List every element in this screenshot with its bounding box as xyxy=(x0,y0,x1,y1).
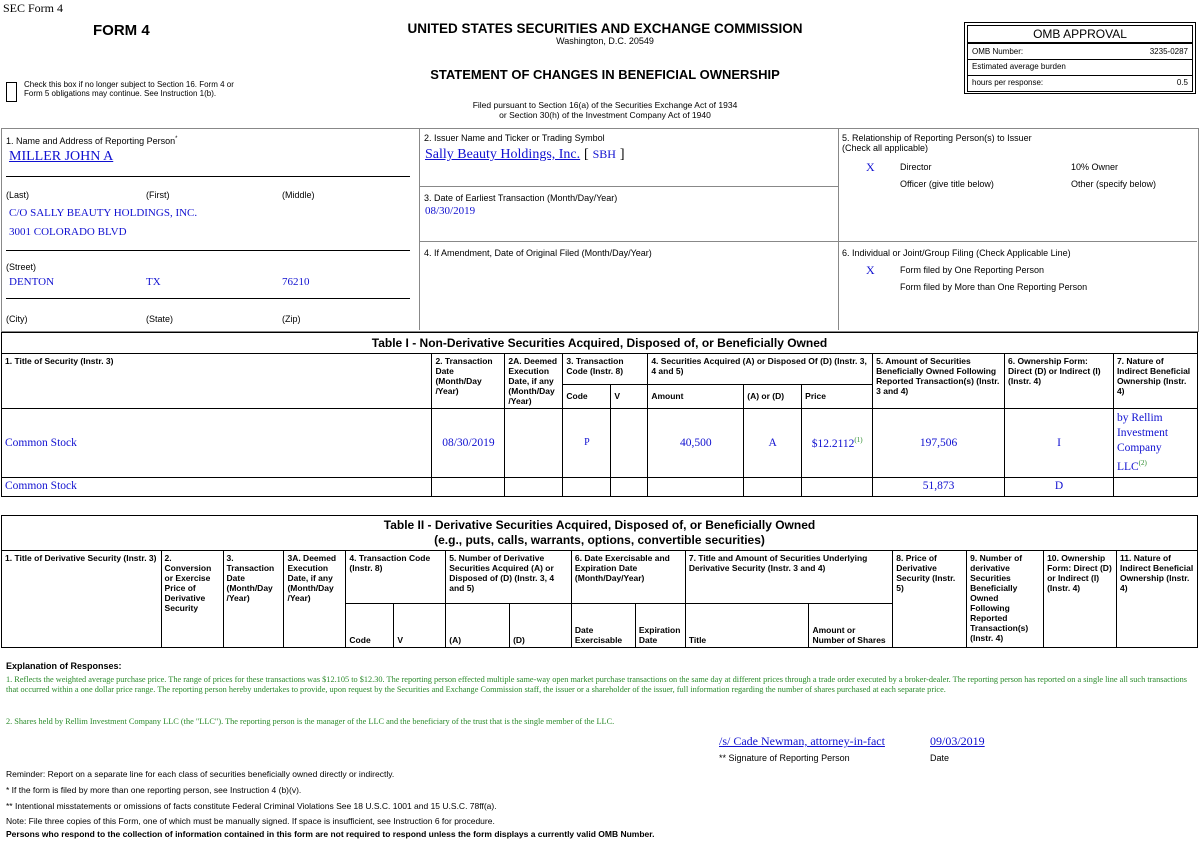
footer-misstatements: ** Intentional misstatements or omissions of facts constitute Federal Criminal Violations See 18 U.S.C. 1001 and 15 U.S.C. 78ff(a). xyxy=(6,801,497,811)
one-person-label: Form filed by One Reporting Person xyxy=(900,265,1045,275)
row2-title: Common Stock xyxy=(2,477,432,496)
table2-sub-expiration: Expiration Date xyxy=(635,604,685,648)
table2-col-underlying: 7. Title and Amount of Securities Underlying Derivative Security (Instr. 3 and 4) xyxy=(685,551,892,604)
table2-col-deemed: 3A. Deemed Execution Date, if any (Month/Day /Year) xyxy=(284,551,346,648)
sec-form-label: SEC Form 4 xyxy=(3,1,64,15)
table1-col-form: 6. Ownership Form: Direct (D) or Indirect (I) (Instr. 4) xyxy=(1005,354,1114,409)
row1-aord: A xyxy=(744,409,802,478)
last-label: (Last) xyxy=(6,190,30,200)
table1-col-title: 1. Title of Security (Instr. 3) xyxy=(2,354,432,409)
footer-multiple-persons: * If the form is filed by more than one reporting person, see Instruction 4 (b)(v). xyxy=(6,785,302,795)
table1-sub-aord: (A) or (D) xyxy=(744,384,802,408)
statement-title: STATEMENT OF CHANGES IN BENEFICIAL OWNERSHIP xyxy=(430,67,780,82)
table2-col-form: 10. Ownership Form: Direct (D) or Indirect (I) (Instr. 4) xyxy=(1044,551,1117,648)
table2-sub-code: Code xyxy=(346,604,394,648)
omb-approval-title: OMB APPROVAL xyxy=(967,25,1193,43)
footer-copies-note: Note: File three copies of this Form, one of which must be manually signed. If space is insufficient, see Instruction 6 for procedure. xyxy=(6,816,495,826)
street-label: (Street) xyxy=(6,262,37,272)
one-person-check-mark: X xyxy=(866,263,875,277)
table2-sub-title: Title xyxy=(685,604,809,648)
reporting-person-name-link[interactable]: MILLER JOHN A xyxy=(9,149,114,164)
ticker-link[interactable]: SBH xyxy=(592,147,616,161)
table2-subtitle: (e.g., puts, calls, warrants, options, convertible securities) xyxy=(434,533,765,547)
omb-burden-label: Estimated average burden xyxy=(972,62,1066,71)
table2-col-conversion: 2. Conversion or Exercise Price of Derivative Security xyxy=(161,551,223,648)
first-label: (First) xyxy=(146,190,170,200)
address-line1: C/O SALLY BEAUTY HOLDINGS, INC. xyxy=(9,207,198,219)
table2-sub-d: (D) xyxy=(510,604,572,648)
table1-col-deemed: 2A. Deemed Execution Date, if any (Month/Day /Year) xyxy=(505,354,563,409)
row1-nature: by Rellim Investment Company LLC xyxy=(1116,412,1169,473)
table2-sub-date-exercisable: Date Exercisable xyxy=(571,604,635,648)
box2-label: 2. Issuer Name and Ticker or Trading Symbol xyxy=(424,133,605,143)
zip-value: 76210 xyxy=(282,276,310,288)
state-value: TX xyxy=(146,276,161,288)
footnote-2: 2. Shares held by Rellim Investment Company LLC (the "LLC"). The reporting person is the manager of the LLC and the beneficiary of the trust that is the single member of the LLC. xyxy=(6,717,615,726)
table1-sub-amount: Amount xyxy=(648,384,744,408)
box1-label: 1. Name and Address of Reporting Person* xyxy=(6,136,178,146)
table1-non-derivative xyxy=(1,332,1198,497)
box6-label: 6. Individual or Joint/Group Filing (Check Applicable Line) xyxy=(842,248,1071,258)
row1-amount: 40,500 xyxy=(648,409,744,478)
omb-number-value: 3235-0287 xyxy=(1149,47,1188,56)
footer-omb-notice: Persons who respond to the collection of information contained in this form are not required to respond unless the form displays a currently valid OMB Number. xyxy=(6,829,655,839)
signature-label: ** Signature of Reporting Person xyxy=(719,753,850,763)
table1-sub-price: Price xyxy=(802,384,873,408)
table2-col-number: 5. Number of Derivative Securities Acquired (A) or Disposed of (D) (Instr. 3, 4 and 5) xyxy=(446,551,572,604)
table2-col-date: 3. Transaction Date (Month/Day /Year) xyxy=(223,551,284,648)
section16-checkbox[interactable] xyxy=(6,82,17,102)
signature-date-label: Date xyxy=(930,753,950,763)
signature-link[interactable]: /s/ Cade Newman, attorney-in-fact xyxy=(719,734,885,748)
filed-pursuant-line2: or Section 30(h) of the Investment Company Act of 1940 xyxy=(499,110,711,120)
box5-sublabel: (Check all applicable) xyxy=(842,143,929,153)
table1-col-owned: 5. Amount of Securities Beneficially Owned Following Reported Transaction(s) (Instr. 3 and 4) xyxy=(873,354,1005,409)
zip-label: (Zip) xyxy=(282,314,301,324)
officer-label: Officer (give title below) xyxy=(900,179,994,189)
table2-derivative xyxy=(1,515,1198,648)
footer-reminder: Reminder: Report on a separate line for each class of securities beneficially owned directly or indirectly. xyxy=(6,769,395,779)
city-value: DENTON xyxy=(9,276,55,288)
table2-col-exercisable: 6. Date Exercisable and Expiration Date (Month/Day/Year) xyxy=(571,551,685,604)
table-row xyxy=(2,477,1198,496)
row1-price-footnote[interactable]: (1) xyxy=(854,436,863,444)
signature-date: 09/03/2019 xyxy=(930,734,985,748)
address-line2: 3001 COLORADO BLVD xyxy=(9,226,127,238)
table1-sub-v: V xyxy=(611,384,648,408)
agency-title: UNITED STATES SECURITIES AND EXCHANGE COMMISSION xyxy=(407,21,803,36)
state-label: (State) xyxy=(146,314,174,324)
explanation-heading: Explanation of Responses: xyxy=(6,661,122,671)
row1-code: P xyxy=(563,409,611,478)
row2-form: D xyxy=(1005,477,1114,496)
table-row xyxy=(2,409,1198,478)
row1-nature-footnote[interactable]: (2) xyxy=(1138,459,1147,467)
row1-date: 08/30/2019 xyxy=(432,409,505,478)
table1-sub-code: Code xyxy=(563,384,611,408)
form-number: FORM 4 xyxy=(93,22,150,39)
footnote-1: 1. Reflects the weighted average purchase price. The range of prices for these transactions was $12.105 to $12.30. The reporting person effected multiple same-way open market purchase transactions on the same day at different prices through a trade order executed by a broker-dealer. The reporting person has reported on a single line all such transactions that occurred within a one dollar price range. The reporting person hereby undertakes to provide, upon request by the Securities and Exchange Commission staff, the issuer or a shareholder of the issuer, full information regarding the number of shares purchased at each separate price. xyxy=(6,675,1187,694)
row1-price: $12.2112 xyxy=(811,437,855,450)
director-check-mark: X xyxy=(866,160,875,174)
row1-title: Common Stock xyxy=(2,409,432,478)
table2-col-title: 1. Title of Derivative Security (Instr. 3) xyxy=(2,551,162,648)
box4-label: 4. If Amendment, Date of Original Filed (Month/Day/Year) xyxy=(424,248,652,258)
section16-checkbox-text: Check this box if no longer subject to Section 16. Form 4 or Form 5 obligations may continue. See Instruction 1(b). xyxy=(24,80,234,98)
row2-owned: 51,873 xyxy=(873,477,1005,496)
omb-hours-label: hours per response: xyxy=(972,78,1044,87)
table2-col-code: 4. Transaction Code (Instr. 8) xyxy=(346,551,446,604)
omb-approval-box xyxy=(964,22,1196,94)
table2-col-owned: 9. Number of derivative Securities Beneficially Owned Following Reported Transaction(s) (Instr. 4) xyxy=(967,551,1044,648)
table1-col-nature: 7. Nature of Indirect Beneficial Ownership (Instr. 4) xyxy=(1113,354,1197,409)
table2-sub-amount: Amount or Number of Shares xyxy=(809,604,893,648)
box3-label: 3. Date of Earliest Transaction (Month/Day/Year) xyxy=(424,193,618,203)
other-label: Other (specify below) xyxy=(1071,179,1157,189)
more-persons-label: Form filed by More than One Reporting Person xyxy=(900,282,1088,292)
table1-col-acquired: 4. Securities Acquired (A) or Disposed Of (D) (Instr. 3, 4 and 5) xyxy=(648,354,873,385)
omb-hours-value: 0.5 xyxy=(1176,78,1188,87)
table2-col-price: 8. Price of Derivative Security (Instr. 5) xyxy=(893,551,967,648)
table2-sub-v: V xyxy=(394,604,446,648)
table1-col-date: 2. Transaction Date (Month/Day /Year) xyxy=(432,354,505,409)
middle-label: (Middle) xyxy=(282,190,315,200)
issuer-name-link[interactable]: Sally Beauty Holdings, Inc. xyxy=(425,147,581,162)
city-label: (City) xyxy=(6,314,28,324)
row1-owned: 197,506 xyxy=(873,409,1005,478)
box5-label: 5. Relationship of Reporting Person(s) to Issuer xyxy=(842,133,1032,143)
table2-col-nature: 11. Nature of Indirect Beneficial Ownership (Instr. 4) xyxy=(1116,551,1197,648)
table2-sub-a: (A) xyxy=(446,604,510,648)
omb-number-label: OMB Number: xyxy=(972,47,1024,56)
table1-col-code: 3. Transaction Code (Instr. 8) xyxy=(563,354,648,385)
row1-form: I xyxy=(1005,409,1114,478)
table2-title: Table II - Derivative Securities Acquired, Disposed of, or Beneficially Owned xyxy=(383,518,816,532)
agency-location: Washington, D.C. 20549 xyxy=(556,36,654,46)
filed-pursuant-line1: Filed pursuant to Section 16(a) of the Securities Exchange Act of 1934 xyxy=(472,100,738,110)
issuer-name-ticker: Sally Beauty Holdings, Inc. [ SBH ] xyxy=(425,147,625,162)
ten-percent-owner-label: 10% Owner xyxy=(1071,162,1119,172)
table1-title: Table I - Non-Derivative Securities Acquired, Disposed of, or Beneficially Owned xyxy=(2,333,1198,354)
earliest-transaction-date: 08/30/2019 xyxy=(425,205,476,217)
director-label: Director xyxy=(900,162,932,172)
